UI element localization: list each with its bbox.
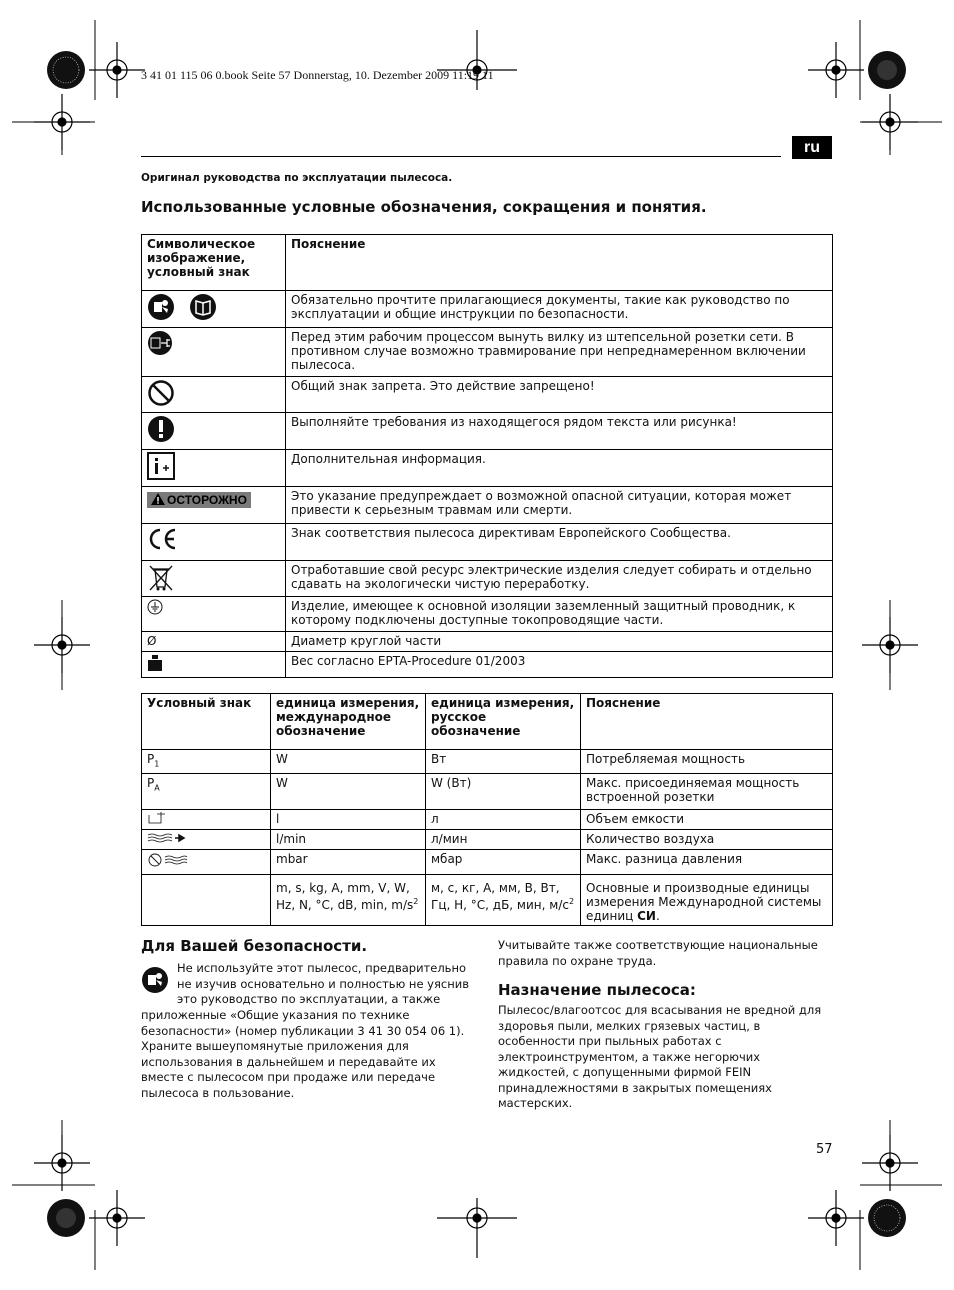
ground-icon <box>147 599 163 615</box>
symbol-sub: 1 <box>154 759 160 769</box>
table-cell: Дополнительная информация. <box>286 450 833 487</box>
table-cell <box>581 875 833 926</box>
icon-cell <box>142 597 286 632</box>
table-cell: l/min <box>271 830 426 850</box>
book-icon <box>189 293 217 321</box>
table-cell: Объем емкости <box>581 810 833 830</box>
table-cell: Макс. присоединяемая мощность встроенной розетки <box>581 774 833 810</box>
warning-label <box>147 492 251 508</box>
icon-cell <box>142 487 286 524</box>
symbol-cell <box>142 875 271 926</box>
table-header: Условный знак <box>142 694 271 750</box>
purpose-heading: Назначение пылесоса: <box>498 981 696 999</box>
symbol-cell <box>142 850 271 875</box>
symbol-sub: A <box>154 783 160 793</box>
table-cell: Отработавшие свой ресурс электрические изделия следует собирать и отдельно сдавать на экологически чистую переработку. <box>286 561 833 597</box>
crossed-bin-icon <box>147 563 175 593</box>
table-cell: Знак соответствия пылесоса директивам Европейского Сообщества. <box>286 524 833 561</box>
icon-cell <box>142 291 286 328</box>
table-cell: W <box>271 774 426 810</box>
table-cell: Диаметр круглой части <box>286 632 833 652</box>
info-icon <box>147 452 175 480</box>
read-manual-icon <box>147 293 175 321</box>
si-units-ru: м, с, кг, А, мм, В, Вт, Гц, Н, °C, дБ, мин, м/с <box>431 881 569 913</box>
table-cell: mbar <box>271 850 426 875</box>
table-header: единица измерения, русское обозначение <box>426 694 581 750</box>
table-cell: л/мин <box>426 830 581 850</box>
symbol-cell <box>142 750 271 774</box>
symbol-cell <box>142 810 271 830</box>
safety-text-part2: приложенные «Общие указания по технике безопасности» (номер публикации 3 41 30 054 06 1). Храните вышеупомянутые приложения для использования в дальнейшем и передавайте их вместе с пылесосом при продаже или передаче пылесоса в пользование. <box>141 1008 465 1100</box>
table-cell: W (Вт) <box>426 774 581 810</box>
table-cell: л <box>426 810 581 830</box>
prohibition-icon <box>147 379 175 407</box>
national-rules-text: Учитывайте также соответствующие национальные правила по охране труда. <box>498 938 818 968</box>
table-header: Пояснение <box>581 694 833 750</box>
language-badge: ru <box>792 136 832 159</box>
table-cell: Выполняйте требования из находящегося рядом текста или рисунка! <box>286 413 833 450</box>
warning-triangle-icon <box>151 493 165 505</box>
units-table <box>141 693 833 926</box>
table-cell: Общий знак запрета. Это действие запрещено! <box>286 377 833 413</box>
icon-cell <box>142 328 286 377</box>
table-cell: Потребляемая мощность <box>581 750 833 774</box>
document-subtitle: Оригинал руководства по эксплуатации пылесоса. <box>141 172 453 184</box>
icon-cell <box>142 413 286 450</box>
table-cell: Изделие, имеющее к основной изоляции заземленный защитный проводник, к которому подключены доступные токопроводящие части. <box>286 597 833 632</box>
tank-icon <box>147 812 169 824</box>
icon-cell <box>142 524 286 561</box>
table-cell: мбар <box>426 850 581 875</box>
table-cell: Обязательно прочтите прилагающиеся документы, такие как руководство по эксплуатации и общие инструкции по безопасности. <box>286 291 833 328</box>
diameter-symbol: Ø <box>142 632 286 652</box>
superscript: 2 <box>413 897 419 907</box>
table-cell: W <box>271 750 426 774</box>
si-desc-end: . <box>655 909 660 924</box>
table-header: Пояснение <box>286 235 833 291</box>
symbol-cell <box>142 830 271 850</box>
table-cell: l <box>271 810 426 830</box>
icon-cell <box>142 561 286 597</box>
table-cell: Количество воздуха <box>581 830 833 850</box>
si-desc: Основные и производные единицы измерения Международной системы единиц <box>586 881 822 924</box>
symbols-table <box>141 234 833 678</box>
table-cell: Это указание предупреждает о возможной опасной ситуации, которая может привести к серьезным травмам или смерти. <box>286 487 833 524</box>
symbol-cell <box>142 774 271 810</box>
header-rule <box>141 156 781 157</box>
symbol-text: P <box>147 752 155 766</box>
exclamation-icon <box>147 415 175 443</box>
icon-cell <box>142 450 286 487</box>
airflow-icon <box>147 832 187 844</box>
ce-mark-icon <box>147 526 177 552</box>
section-title: Использованные условные обозначения, сокращения и понятия. <box>141 198 707 216</box>
icon-cell <box>142 652 286 678</box>
warning-label-text: ОСТОРОЖНО <box>167 493 247 507</box>
book-info: 3 41 01 115 06 0.book Seite 57 Donnerstag, 10. Dezember 2009 11:19 11 <box>141 68 494 82</box>
weight-icon <box>147 654 163 672</box>
si-abbrev: СИ <box>637 909 656 924</box>
pressure-icon <box>147 852 189 868</box>
read-manual-icon <box>141 966 169 994</box>
safety-text-part1: Не используйте этот пылесос, предварительно не изучив основательно и полностью не уяснив это руководство по эксплуатации, а также <box>177 961 469 1006</box>
purpose-text: Пылесос/влагоотсос для всасывания не вредной для здоровья пыли, мелких грязевых частиц, в особенности при пыльных работах с электроинструментом, а также негорючих жидкостей, с допущенными фирмой FEIN принадлежностями в закрытых помещениях мастерских. <box>498 1003 822 1110</box>
icon-cell <box>142 377 286 413</box>
superscript: 2 <box>568 897 575 907</box>
table-cell <box>271 875 426 926</box>
safety-heading: Для Вашей безопасности. <box>141 937 368 955</box>
table-cell: Перед этим рабочим процессом вынуть вилку из штепсельной розетки сети. В противном случае возможно травмирование при непреднамеренном включении пылесоса. <box>286 328 833 377</box>
table-header: Символическое изображение, условный знак <box>142 235 286 291</box>
table-cell <box>426 875 581 926</box>
table-cell: Макс. разница давления <box>581 850 833 875</box>
unplug-icon <box>147 330 173 356</box>
page-number: 57 <box>816 1142 833 1157</box>
table-cell: Вт <box>426 750 581 774</box>
symbol-text: P <box>147 776 155 791</box>
si-units-intl: m, s, kg, A, mm, V, W, Hz, N, °C, dB, min, m/s <box>276 881 414 913</box>
table-cell: Вес согласно EPTA-Procedure 01/2003 <box>286 652 833 678</box>
table-header: единица измерения, международное обозначение <box>271 694 426 750</box>
